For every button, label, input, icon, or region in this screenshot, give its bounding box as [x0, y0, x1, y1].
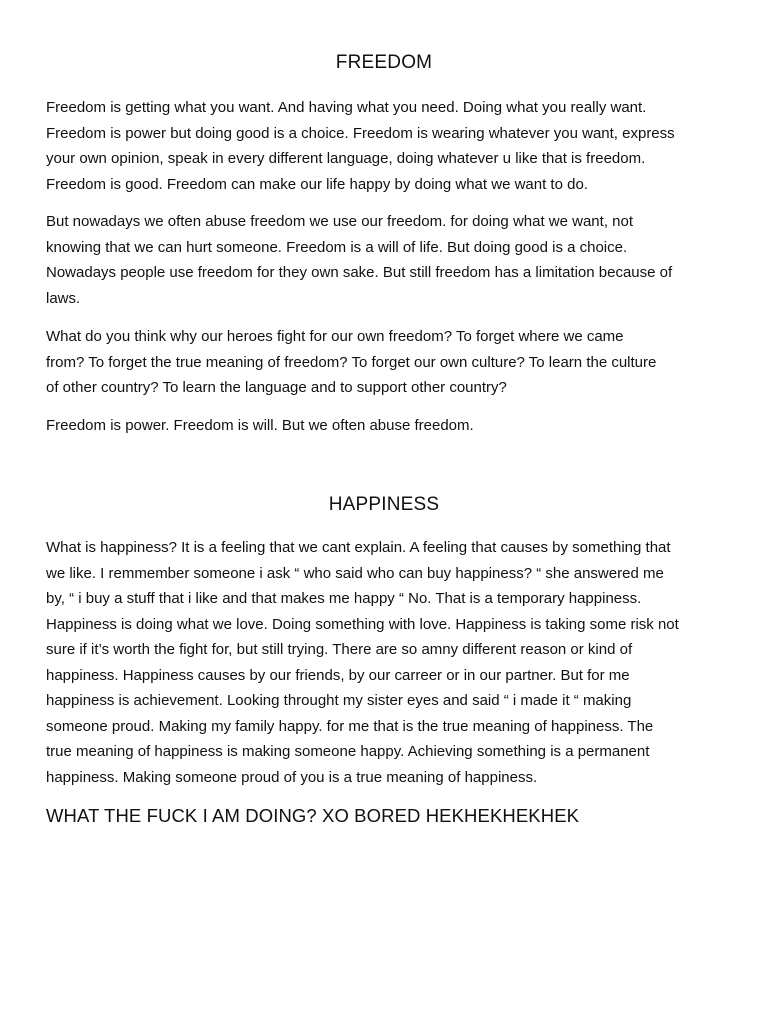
text-line: happiness is achievement. Looking throught my sister eyes and said “ i made it “ making — [46, 692, 632, 709]
text-line: happiness. Making someone proud of you is a true meaning of happiness. — [46, 768, 538, 786]
text-line: someone proud. Making my family happy. for me that is the true meaning of happiness. The — [46, 717, 654, 735]
text-line: true meaning of happiness is making someone happy. Achieving something is a permanent — [46, 743, 650, 760]
text-line: What do you think why our heroes fight for our own freedom? To forget where we came — [46, 328, 624, 345]
freedom-paragraph-4 — [46, 413, 736, 439]
text-line: Freedom is power. Freedom is will. But we often abuse freedom. — [46, 417, 474, 434]
text-line: from? To forget the true meaning of freedom? To forget our own culture? To learn the culture — [46, 353, 657, 371]
happiness-heading: HAPPINESS — [328, 494, 440, 515]
text-line: by, “ i buy a stuff that i like and that makes me happy “ No. That is a temporary happiness. — [46, 590, 642, 607]
text-line: Nowadays people use freedom for they own sake. But still freedom has a limitation because of — [46, 264, 673, 281]
happiness-paragraph — [46, 535, 736, 790]
text-line: Freedom is getting what you want. And having what you need. Doing what you really want. — [46, 99, 647, 116]
text-line: Freedom is power but doing good is a choice. Freedom is wearing whatever you want, express — [46, 124, 675, 142]
text-line: happiness. Happiness causes by our friends, by our carreer or in our partner. But for me — [46, 666, 630, 684]
text-line: What is happiness? It is a feeling that we cant explain. A feeling that causes by something that — [46, 539, 671, 556]
text-line: we like. I remmember someone i ask “ who said who can buy happiness? “ she answered me — [46, 564, 664, 582]
text-line: your own opinion, speak in every different language, doing whatever u like that is freedom. — [46, 150, 646, 167]
freedom-paragraph-3 — [46, 324, 736, 401]
freedom-paragraph-1 — [46, 95, 736, 197]
freedom-paragraph-2 — [46, 209, 736, 311]
text-line: Freedom is good. Freedom can make our life happy by doing what we want to do. — [46, 175, 588, 193]
text-line: sure if it’s worth the fight for, but still trying. There are so amny different reason or kind of — [46, 641, 633, 658]
freedom-heading: FREEDOM — [335, 52, 433, 73]
text-line: But nowadays we often abuse freedom we use our freedom. for doing what we want, not — [46, 213, 634, 230]
text-line: laws. — [46, 289, 81, 307]
text-line: of other country? To learn the language and to support other country? — [46, 379, 507, 396]
closing-line: WHAT THE FUCK I AM DOING? XO BORED HEKHEKHEKHEK — [46, 805, 580, 826]
text-line: Happiness is doing what we love. Doing something with love. Happiness is taking some risk not — [46, 615, 679, 633]
text-line: knowing that we can hurt someone. Freedom is a will of life. But doing good is a choice. — [46, 238, 628, 256]
